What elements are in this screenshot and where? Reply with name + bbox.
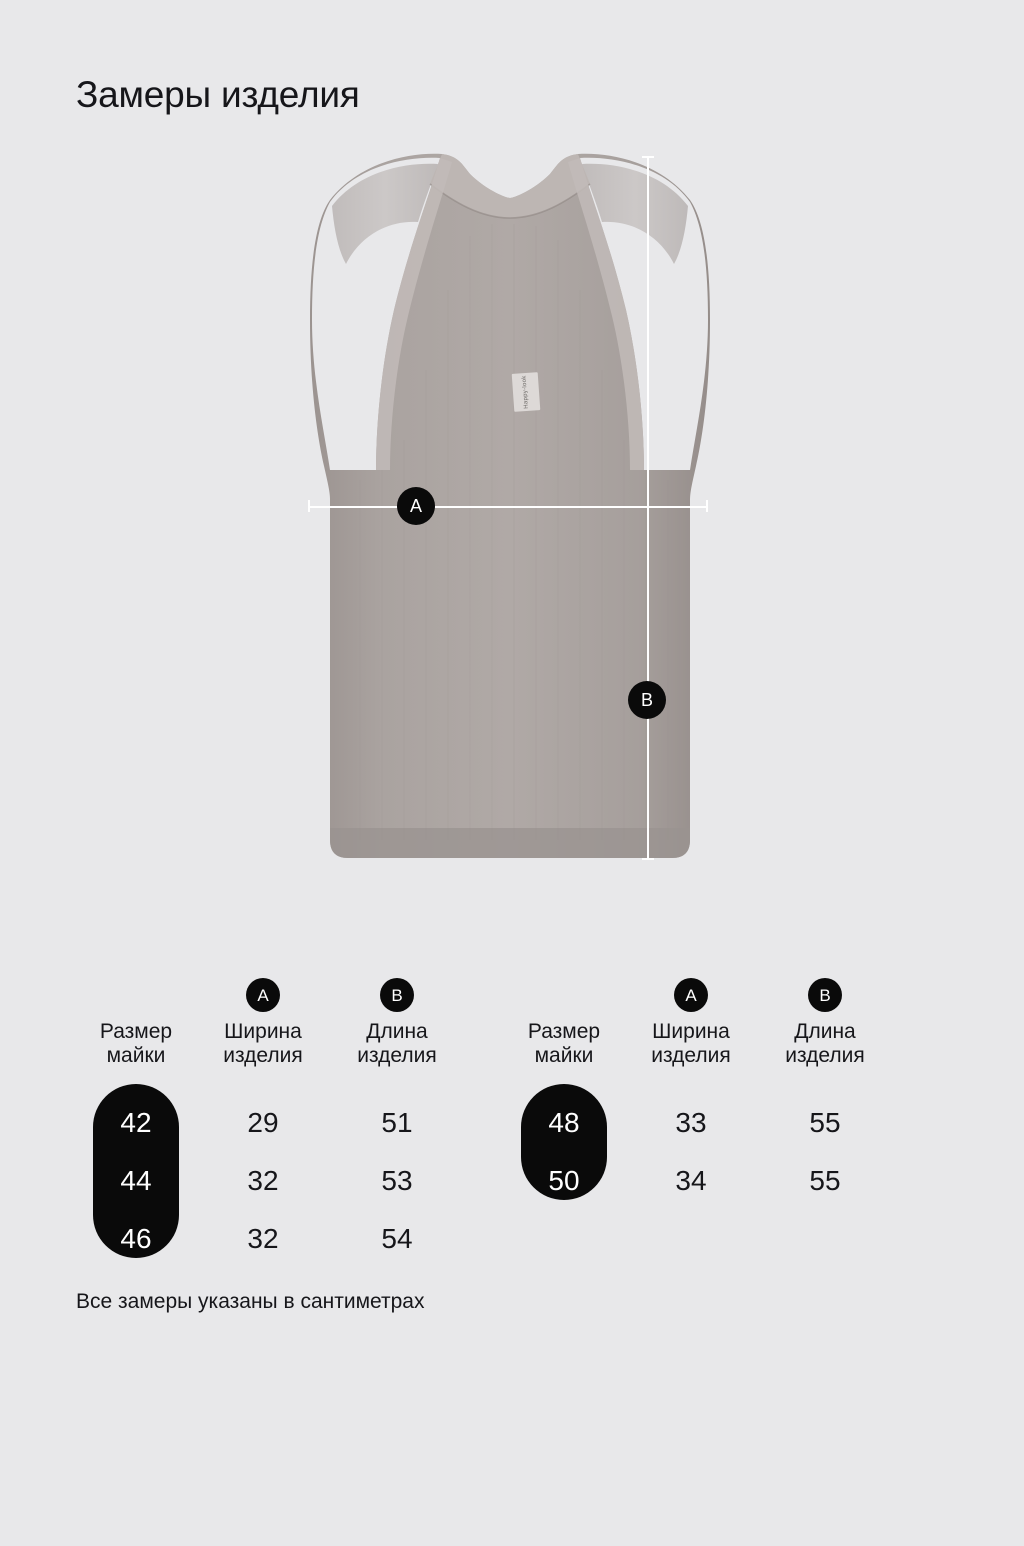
table-right-marker-row [504,960,892,1020]
length-guide-cap-bottom [642,858,654,860]
table-right-header-size: Размер майки [527,1020,601,1067]
brand-label-text: Happy-look [521,375,531,409]
width-guide-line [308,506,708,508]
table-left-length-2: 54 [381,1223,413,1255]
measurements-footnote: Все замеры указаны в сантиметрах [76,1290,425,1313]
table-left-marker-row [76,960,464,1020]
table-right-size-0: 48 [548,1107,580,1139]
table-left-header-row [76,1020,464,1081]
table-right-length-1: 55 [809,1165,841,1197]
table-right-header-width: Ширина изделия [651,1020,731,1067]
table-left-marker-b-cell [330,960,464,1020]
length-guide-cap-top [642,156,654,158]
table-right-size-1: 50 [548,1165,580,1197]
tank-top-graphic [290,140,730,880]
marker-a-badge-small-left: A [246,978,280,1012]
table-right-width-1: 34 [675,1165,707,1197]
table-left-size-1: 44 [120,1165,152,1197]
garment-illustration [0,140,1024,900]
table-left-size-0: 42 [120,1107,152,1139]
table-left-size-2: 46 [120,1223,152,1255]
table-left-width-1: 32 [247,1165,279,1197]
table-right-header-row [504,1020,892,1081]
marker-a-badge-small-right: A [674,978,708,1012]
size-table-left [76,960,464,1255]
length-guide-line [647,156,649,860]
size-table-right [504,960,892,1197]
table-row [76,1197,464,1255]
table-right-marker-b-cell [758,960,892,1020]
table-left-marker-blank [76,960,196,1020]
marker-a-label: A [409,496,422,516]
table-left-header-length: Длина изделия [357,1020,437,1067]
table-right-marker-a-cell [624,960,758,1020]
table-left-marker-a-cell [196,960,330,1020]
table-left-length-0: 51 [381,1107,413,1139]
table-right-marker-blank [504,960,624,1020]
marker-b-label: B [640,690,653,710]
table-left-header-size: Размер майки [99,1020,173,1067]
table-row [76,1081,464,1139]
width-guide-cap-right [706,500,708,512]
table-right-length-0: 55 [809,1107,841,1139]
marker-b-badge [628,681,666,719]
table-row [504,1081,892,1139]
table-row [76,1139,464,1197]
table-left-width-2: 32 [247,1223,279,1255]
table-right-width-0: 33 [675,1107,707,1139]
brand-label-tag [512,372,541,412]
table-left-width-0: 29 [247,1107,279,1139]
table-left-header-width: Ширина изделия [223,1020,303,1067]
marker-a-badge [397,487,435,525]
marker-b-badge-small-left: B [380,978,414,1012]
marker-b-badge-small-right: B [808,978,842,1012]
width-guide-cap-left [308,500,310,512]
table-left-length-1: 53 [381,1165,413,1197]
table-row [504,1139,892,1197]
table-right-header-length: Длина изделия [785,1020,865,1067]
page-title: Замеры изделия [76,74,360,115]
